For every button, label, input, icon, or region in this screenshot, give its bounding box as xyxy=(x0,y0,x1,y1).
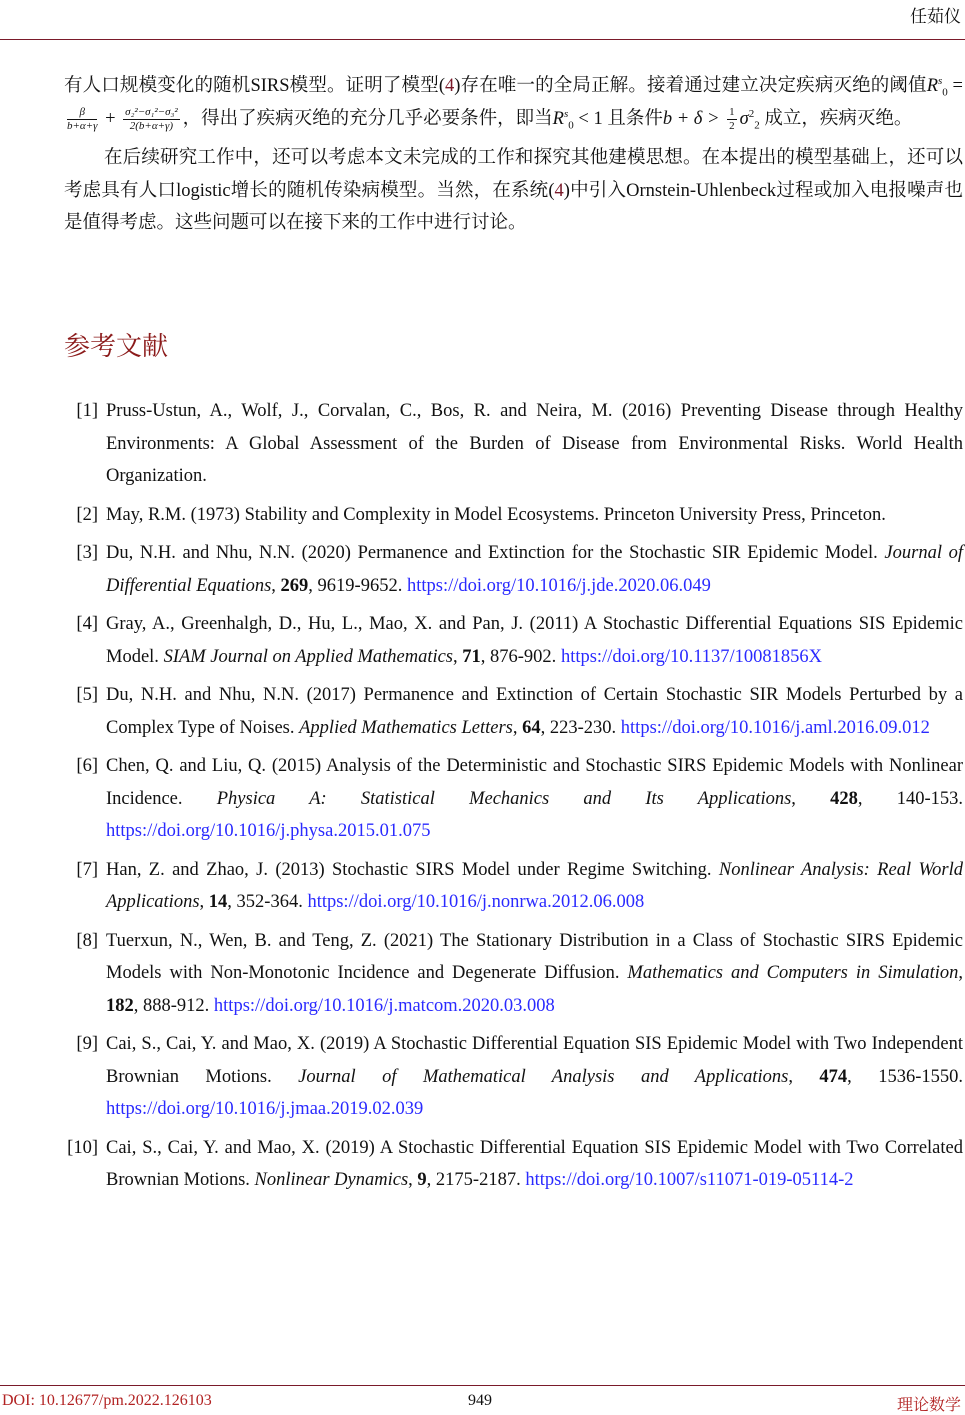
reference-journal: Nonlinear Analysis: Real World Applications xyxy=(106,859,963,912)
section-title-references: 参考文献 xyxy=(64,332,169,362)
reference-list xyxy=(64,395,963,1203)
math-sup: s xyxy=(563,107,569,120)
reference-pages: 2175-2187. xyxy=(435,1170,521,1190)
frac-den: 2 xyxy=(729,119,735,132)
reference-doi-link[interactable]: https://doi.org/10.1016/j.jde.2020.06.049 xyxy=(406,575,711,596)
reference-volume: 428 xyxy=(830,788,858,809)
header-rule xyxy=(0,39,965,40)
reference-text: Gray, A., Greenhalgh, D., Hu, L., Mao, X. and Pan, J. (2011) A Stochastic Differential Equations SIS Epidemic Model. SIAM Journal on Applied Mathematics, 71, 876-902. https://doi.org/10.1137/10081856X xyxy=(106,614,963,667)
reference-item xyxy=(64,925,963,1023)
reference-pages: 352-364. xyxy=(236,892,303,912)
text: < 1 且条件 xyxy=(573,108,663,129)
reference-text: Du, N.H. and Nhu, N.N. (2017) Permanence and Extinction of Certain Stochastic SIR Models Perturbed by a Complex Type of Noises. Applied Mathematics Letters, 64, 223-230. https://doi.org/10.1016/j.aml.2016.09.012 xyxy=(106,685,963,738)
text: 有人口规模变化的随机SIRS模型。证明了模型( xyxy=(64,76,445,96)
equation-ref-link[interactable]: 4 xyxy=(445,76,455,96)
body-text xyxy=(64,70,963,247)
math-R: R xyxy=(552,108,564,129)
reference-title: Du, N.H. and Nhu, N.N. (2017) Permanence and Extinction of Certain Stochastic SIR Models Perturbed by a Complex Type of Noises. xyxy=(106,685,963,738)
reference-title: Gray, A., Greenhalgh, D., Hu, L., Mao, X. and Pan, J. (2011) A Stochastic Differential Equations SIS Epidemic Model. xyxy=(106,614,963,667)
conclusion-paragraph-2 xyxy=(64,142,963,240)
reference-volume: 9 xyxy=(417,1170,427,1190)
header-author: 任茹仪 xyxy=(910,7,961,27)
math-eq: = xyxy=(947,76,963,96)
reference-doi-link[interactable]: https://doi.org/10.1016/j.nonrwa.2012.06.008 xyxy=(307,892,645,912)
reference-number: [5] xyxy=(76,685,98,705)
page-number: 949 xyxy=(468,1392,492,1409)
reference-title: Han, Z. and Zhao, J. (2013) Stochastic SIRS Model under Regime Switching. xyxy=(106,859,712,880)
reference-title: May, R.M. (1973) Stability and Complexity in Model Ecosystems. Princeton University Press, Princeton. xyxy=(106,504,886,525)
reference-journal: SIAM Journal on Applied Mathematics xyxy=(163,646,454,667)
reference-journal: Journal of Differential Equations xyxy=(106,543,963,596)
math-sub: 2 xyxy=(754,119,760,132)
reference-title: Tuerxun, N., Wen, B. and Teng, Z. (2021) The Stationary Distribution in a Class of Stochastic SIRS Epidemic Models with Non-Monotonic Incidence and Degenerate Diffusion. xyxy=(106,930,963,983)
math-sigma: σ xyxy=(739,108,749,129)
reference-journal: Journal of Mathematical Analysis and Applications xyxy=(298,1066,789,1087)
text: )存在唯一的全局正解。接着通过建立决定疾病灭绝的阈值 xyxy=(454,76,927,96)
reference-volume: 182 xyxy=(106,995,134,1016)
reference-doi-link[interactable]: https://doi.org/10.1016/j.matcom.2020.03.008 xyxy=(213,995,555,1016)
footer-journal: 理论数学 xyxy=(896,1397,961,1414)
reference-volume: 71 xyxy=(462,646,481,667)
reference-item xyxy=(64,499,963,532)
reference-volume: 14 xyxy=(208,892,228,912)
reference-volume: 474 xyxy=(819,1066,848,1087)
reference-number: [9] xyxy=(76,1034,98,1054)
reference-pages: 9619-9652. xyxy=(317,575,403,596)
text: 成立，疾病灭绝。 xyxy=(759,108,913,129)
reference-doi-link[interactable]: https://doi.org/10.1016/j.aml.2016.09.012 xyxy=(620,717,930,738)
footer-doi[interactable]: DOI: 10.12677/pm.2022.126103 xyxy=(2,1392,212,1409)
reference-number: [4] xyxy=(76,614,98,634)
reference-item xyxy=(64,750,963,848)
reference-pages: 1536-1550. xyxy=(878,1066,963,1087)
reference-item xyxy=(64,1132,963,1197)
reference-volume: 269 xyxy=(280,575,309,596)
reference-journal: Applied Mathematics Letters xyxy=(299,717,513,738)
reference-title: Pruss-Ustun, A., Wolf, J., Corvalan, C., Bos, R. and Neira, M. (2016) Preventing Disease through Healthy Environments: A Global Assessment of the Burden of Disease from Environmental Risks. World Health Organization. xyxy=(106,401,963,486)
math-cond: b + δ > xyxy=(662,108,725,129)
math-sup: 2 xyxy=(748,107,755,120)
reference-number: [7] xyxy=(76,859,98,880)
fraction-half xyxy=(727,106,737,133)
reference-number: [6] xyxy=(76,756,98,776)
fraction-1 xyxy=(67,106,97,133)
frac-num: β xyxy=(67,106,97,120)
reference-text xyxy=(106,395,963,493)
reference-number: [10] xyxy=(67,1137,98,1158)
reference-pages: 140-153. xyxy=(896,788,964,809)
text: )中引入Ornstein-Uhlenbeck过程或加入电报噪声也是值得考虑。这些问题可以在接下来的工作中进行讨论。 xyxy=(64,180,963,233)
text: 在后续研究工作中，还可以考虑本文未完成的工作和探究其他建模思想。在本提出的模型基础上，还可以考虑具有人口logistic增长的随机传染病模型。当然，在系统( xyxy=(64,148,963,201)
reference-number: [2] xyxy=(76,504,98,525)
reference-journal: Mathematics and Computers in Simulation xyxy=(627,963,959,983)
reference-pages: 888-912. xyxy=(143,995,210,1016)
reference-item xyxy=(64,537,963,602)
reference-number: [3] xyxy=(76,543,98,563)
reference-item xyxy=(64,395,963,493)
reference-volume: 64 xyxy=(522,717,541,738)
reference-text: Cai, S., Cai, Y. and Mao, X. (2019) A Stochastic Differential Equation SIS Epidemic Model with Two Independent Brownian Motions. Journal of Mathematical Analysis and Applications, 474, 1536-1550. https://doi.org/10.1016/j.jmaa.2019.02.039 xyxy=(106,1034,963,1119)
reference-text: Cai, S., Cai, Y. and Mao, X. (2019) A Stochastic Differential Equation SIS Epidemic Model with Two Correlated Brownian Motions. Nonlinear Dynamics, 9, 2175-2187. https://doi.org/10.1007/s11071-019-05114-2 xyxy=(106,1137,963,1190)
reference-number: [1] xyxy=(76,401,98,421)
reference-item xyxy=(64,854,963,919)
reference-item xyxy=(64,608,963,673)
reference-journal: Physica A: Statistical Mechanics and Its Applications xyxy=(216,788,792,809)
reference-title: Chen, Q. and Liu, Q. (2015) Analysis of the Deterministic and Stochastic SIRS Epidemic Models with Nonlinear Incidence. xyxy=(106,756,963,809)
reference-pages: 223-230. xyxy=(549,717,617,738)
equation-ref-link[interactable]: 4 xyxy=(554,180,564,201)
math-sub: 0 xyxy=(568,119,574,132)
reference-pages: 876-902. xyxy=(490,646,557,667)
math-sup: s xyxy=(938,74,943,87)
reference-journal: Nonlinear Dynamics xyxy=(254,1170,409,1190)
reference-number: [8] xyxy=(76,930,98,951)
frac-num: 1 xyxy=(729,105,735,118)
math-plus: + xyxy=(100,108,121,129)
reference-item xyxy=(64,1028,963,1126)
fraction-2 xyxy=(123,106,180,133)
reference-doi-link[interactable]: https://doi.org/10.1016/j.physa.2015.01.075 xyxy=(106,821,431,841)
conclusion-paragraph-1 xyxy=(64,70,963,135)
reference-doi-link[interactable]: https://doi.org/10.1137/10081856X xyxy=(560,646,823,667)
reference-title: Du, N.H. and Nhu, N.N. (2020) Permanence and Extinction for the Stochastic SIR Epidemic Model. xyxy=(106,543,878,563)
reference-doi-link[interactable]: https://doi.org/10.1007/s11071-019-05114-2 xyxy=(525,1170,854,1190)
reference-title: Cai, S., Cai, Y. and Mao, X. (2019) A Stochastic Differential Equation SIS Epidemic Model with Two Independent Brownian Motions. xyxy=(106,1034,963,1087)
reference-text: Chen, Q. and Liu, Q. (2015) Analysis of the Deterministic and Stochastic SIRS Epidemic Models with Nonlinear Incidence. Physica A: Statistical Mechanics and Its Applications, 428, 140-153. https://doi.org/10.1016/j.physa.2015.01.075 xyxy=(106,756,964,841)
text: ，得出了疾病灭绝的充分几乎必要条件，即当 xyxy=(182,108,553,129)
reference-item xyxy=(64,679,963,744)
reference-doi-link[interactable]: https://doi.org/10.1016/j.jmaa.2019.02.039 xyxy=(106,1099,424,1119)
math-sub: 0 xyxy=(942,86,948,99)
footer-rule xyxy=(0,1385,965,1386)
reference-text: Han, Z. and Zhao, J. (2013) Stochastic SIRS Model under Regime Switching. Nonlinear Analysis: Real World Applications, 14, 352-364. https://doi.org/10.1016/j.nonrwa.2012.06.008 xyxy=(106,859,963,912)
reference-title: Cai, S., Cai, Y. and Mao, X. (2019) A Stochastic Differential Equation SIS Epidemic Model with Two Correlated Brownian Motions. xyxy=(106,1137,963,1190)
reference-text: Tuerxun, N., Wen, B. and Teng, Z. (2021) The Stationary Distribution in a Class of Stochastic SIRS Epidemic Models with Non-Monotonic Incidence and Degenerate Diffusion. Mathematics and Computers in Simulation, 182, 888-912. https://doi.org/10.1016/j.matcom.2020.03.008 xyxy=(106,930,963,1016)
math-R: R xyxy=(926,76,938,96)
reference-text: Du, N.H. and Nhu, N.N. (2020) Permanence and Extinction for the Stochastic SIR Epidemic Model. Journal of Differential Equations, 269, 9619-9652. https://doi.org/10.1016/j.jde.2020.06.049 xyxy=(106,543,963,596)
frac-den: 2(b+α+γ) xyxy=(129,119,174,132)
frac-num: σ₂²−σ₁²−σ₃² xyxy=(125,105,178,118)
reference-text xyxy=(106,499,963,532)
frac-den: b+α+γ xyxy=(67,119,98,132)
